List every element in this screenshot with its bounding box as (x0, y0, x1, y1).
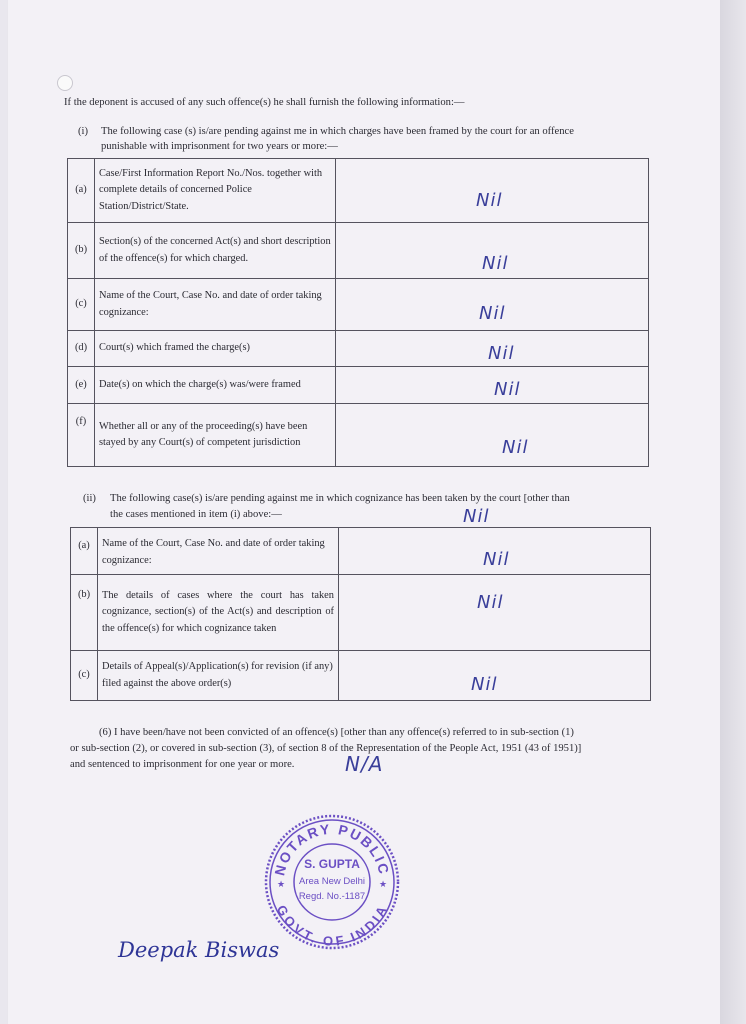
row-label: (c) (68, 279, 95, 331)
row-answer-cell (339, 651, 651, 701)
row-description: Court(s) which framed the charge(s) (95, 331, 336, 367)
row-description: Name of the Court, Case No. and date of order taking cognizance: (95, 279, 336, 331)
row-label: (e) (68, 367, 95, 404)
handwritten-answer: Nil (488, 343, 515, 364)
table-row (68, 279, 649, 331)
row-answer-cell (336, 159, 649, 223)
handwritten-answer: Nil (483, 549, 510, 570)
section-ii-number: (ii) (83, 493, 96, 504)
row-answer-cell (336, 367, 649, 404)
row-description: Details of Appeal(s)/Application(s) for revision (if any) filed against the above order(s) (98, 651, 339, 701)
row-description: The details of cases where the court has taken cognizance, section(s) of the Act(s) and description of the offence(s) for which cognizance taken (98, 575, 339, 651)
section-i-text-line2: punishable with imprisonment for two years or more:— (101, 141, 338, 152)
handwritten-answer: Nil (471, 674, 498, 695)
stamp-area: Area New Delhi (299, 876, 365, 887)
handwritten-answer: Nil (502, 437, 529, 458)
row-label: (f) (68, 404, 95, 467)
row-description: Section(s) of the concerned Act(s) and short description of the offence(s) for which charged. (95, 223, 336, 279)
table-row (68, 223, 649, 279)
stamp-star-icon: ★ (277, 879, 286, 889)
table-row (71, 528, 651, 575)
handwritten-answer: Nil (479, 303, 506, 324)
stamp-star-icon: ★ (379, 879, 388, 889)
row-description: Whether all or any of the proceeding(s) have been stayed by any Court(s) of competent jurisdiction (95, 404, 336, 467)
handwritten-answer: Nil (482, 253, 509, 274)
row-answer-cell (336, 279, 649, 331)
row-answer-cell (339, 575, 651, 651)
stamp-name: S. GUPTA (304, 857, 360, 871)
table-row (71, 575, 651, 651)
section-i-number: (i) (78, 126, 88, 137)
handwritten-answer: Nil (476, 190, 503, 211)
table-row (71, 651, 651, 701)
stamp-bottom-text: GOVT. OF INDIA (273, 902, 391, 949)
row-label: (d) (68, 331, 95, 367)
signature: Deepak Biswas (118, 938, 280, 962)
table-row (68, 159, 649, 223)
stamp-top-text: NOTARY PUBLIC (271, 820, 393, 878)
handwritten-answer: Nil (494, 379, 521, 400)
row-label: (a) (71, 528, 98, 575)
para6-line1: (6) I have been/have not been convicted of an offence(s) [other than any offence(s) referred to in sub-section (1) (99, 727, 574, 738)
row-description: Case/First Information Report No./Nos. together with complete details of concerned Police Station/District/State. (95, 159, 336, 223)
row-description: Date(s) on which the charge(s) was/were framed (95, 367, 336, 404)
notary-stamp (262, 812, 402, 952)
page-edge (720, 0, 746, 1024)
section-i-table (67, 158, 649, 467)
handwritten-answer: N/A (345, 752, 384, 776)
stamp-regd: Regd. No.-1187 (298, 891, 366, 902)
table-row (68, 331, 649, 367)
row-answer-cell (336, 331, 649, 367)
handwritten-answer: Nil (477, 592, 504, 613)
section-ii-text-line1: The following case(s) is/are pending against me in which cognizance has been taken by the court [other than (110, 493, 570, 504)
row-answer-cell (336, 223, 649, 279)
row-label: (c) (71, 651, 98, 701)
row-answer-cell (336, 404, 649, 467)
table-row (68, 404, 649, 467)
section-ii-table (70, 527, 651, 701)
row-label: (a) (68, 159, 95, 223)
table-row (68, 367, 649, 404)
row-description: Name of the Court, Case No. and date of order taking cognizance: (98, 528, 339, 575)
para6-line2: or sub-section (2), or covered in sub-section (3), of section 8 of the Representation of the People Act, 1951 (43 of 1951)] (70, 743, 582, 754)
para6-line3: and sentenced to imprisonment for one year or more. (70, 759, 295, 770)
intro-text: If the deponent is accused of any such offence(s) he shall furnish the following information:— (64, 97, 465, 108)
handwritten-answer: Nil (463, 506, 490, 527)
punch-hole (57, 75, 73, 91)
section-i-text-line1: The following case (s) is/are pending against me in which charges have been framed by the court for an offence (101, 126, 574, 137)
row-label: (b) (68, 223, 95, 279)
row-answer-cell (339, 528, 651, 575)
row-label: (b) (71, 575, 98, 651)
section-ii-text-line2: the cases mentioned in item (i) above:— (110, 509, 282, 520)
